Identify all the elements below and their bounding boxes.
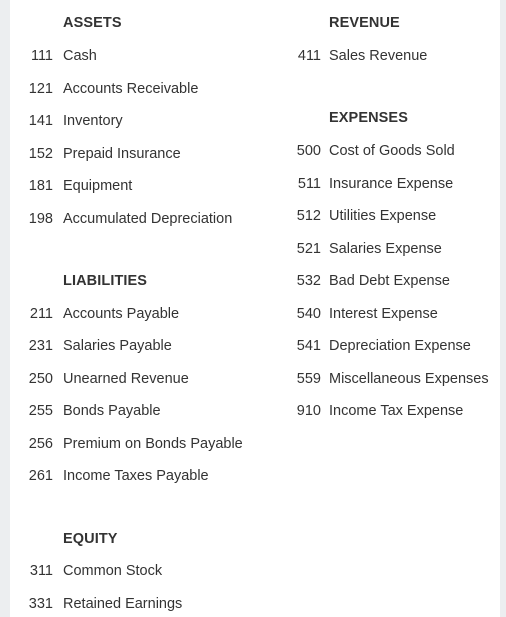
account-number: 250 xyxy=(28,371,53,387)
account-name: Cash xyxy=(63,48,97,64)
account-name: Salaries Payable xyxy=(63,338,172,354)
account-name: Accumulated Depreciation xyxy=(63,211,233,227)
account-number: 521 xyxy=(296,241,321,257)
account-number: 198 xyxy=(28,211,53,227)
account-name: Inventory xyxy=(63,113,123,129)
account-name: Cost of Goods Sold xyxy=(329,143,455,159)
account-number: 231 xyxy=(28,338,53,354)
revenue-heading: REVENUE xyxy=(329,15,400,31)
account-name: Prepaid Insurance xyxy=(63,146,181,162)
account-name: Accounts Payable xyxy=(63,306,180,322)
account-number: 512 xyxy=(296,208,321,224)
account-number: 500 xyxy=(296,143,321,159)
equity-heading: EQUITY xyxy=(63,531,118,547)
account-number: 511 xyxy=(297,176,321,192)
account-name: Bad Debt Expense xyxy=(329,273,450,289)
account-name: Sales Revenue xyxy=(329,48,428,64)
account-name: Income Taxes Payable xyxy=(63,468,209,484)
liabilities-heading: LIABILITIES xyxy=(63,273,148,289)
account-name: Bonds Payable xyxy=(63,403,161,419)
account-number: 256 xyxy=(28,436,53,452)
account-name: Income Tax Expense xyxy=(329,403,464,419)
account-name: Interest Expense xyxy=(329,306,438,322)
account-name: Premium on Bonds Payable xyxy=(63,436,243,452)
account-name: Equipment xyxy=(63,178,133,194)
account-name: Insurance Expense xyxy=(329,176,454,192)
account-number: 559 xyxy=(296,371,321,387)
account-number: 541 xyxy=(296,338,321,354)
account-name: Unearned Revenue xyxy=(63,371,189,387)
account-number: 152 xyxy=(28,146,53,162)
account-name: Retained Earnings xyxy=(63,596,183,612)
right-margin xyxy=(500,0,506,617)
account-number: 121 xyxy=(28,81,53,97)
account-number: 141 xyxy=(28,113,53,129)
account-name: Miscellaneous Expenses xyxy=(329,371,489,387)
account-number: 311 xyxy=(29,563,53,579)
expenses-heading: EXPENSES xyxy=(329,110,408,126)
account-number: 532 xyxy=(296,273,321,289)
account-number: 261 xyxy=(28,468,53,484)
account-number: 411 xyxy=(297,48,321,64)
assets-heading: ASSETS xyxy=(63,15,122,31)
account-name: Accounts Receivable xyxy=(63,81,199,97)
account-number: 910 xyxy=(296,403,321,419)
account-name: Utilities Expense xyxy=(329,208,437,224)
account-number: 255 xyxy=(28,403,53,419)
account-number: 181 xyxy=(28,178,53,194)
account-number: 540 xyxy=(296,306,321,322)
account-number: 111 xyxy=(30,48,53,64)
account-number: 331 xyxy=(28,596,53,612)
account-name: Depreciation Expense xyxy=(329,338,471,354)
left-margin xyxy=(0,0,10,617)
account-name: Common Stock xyxy=(63,563,163,579)
account-number: 211 xyxy=(29,306,53,322)
account-name: Salaries Expense xyxy=(329,241,442,257)
